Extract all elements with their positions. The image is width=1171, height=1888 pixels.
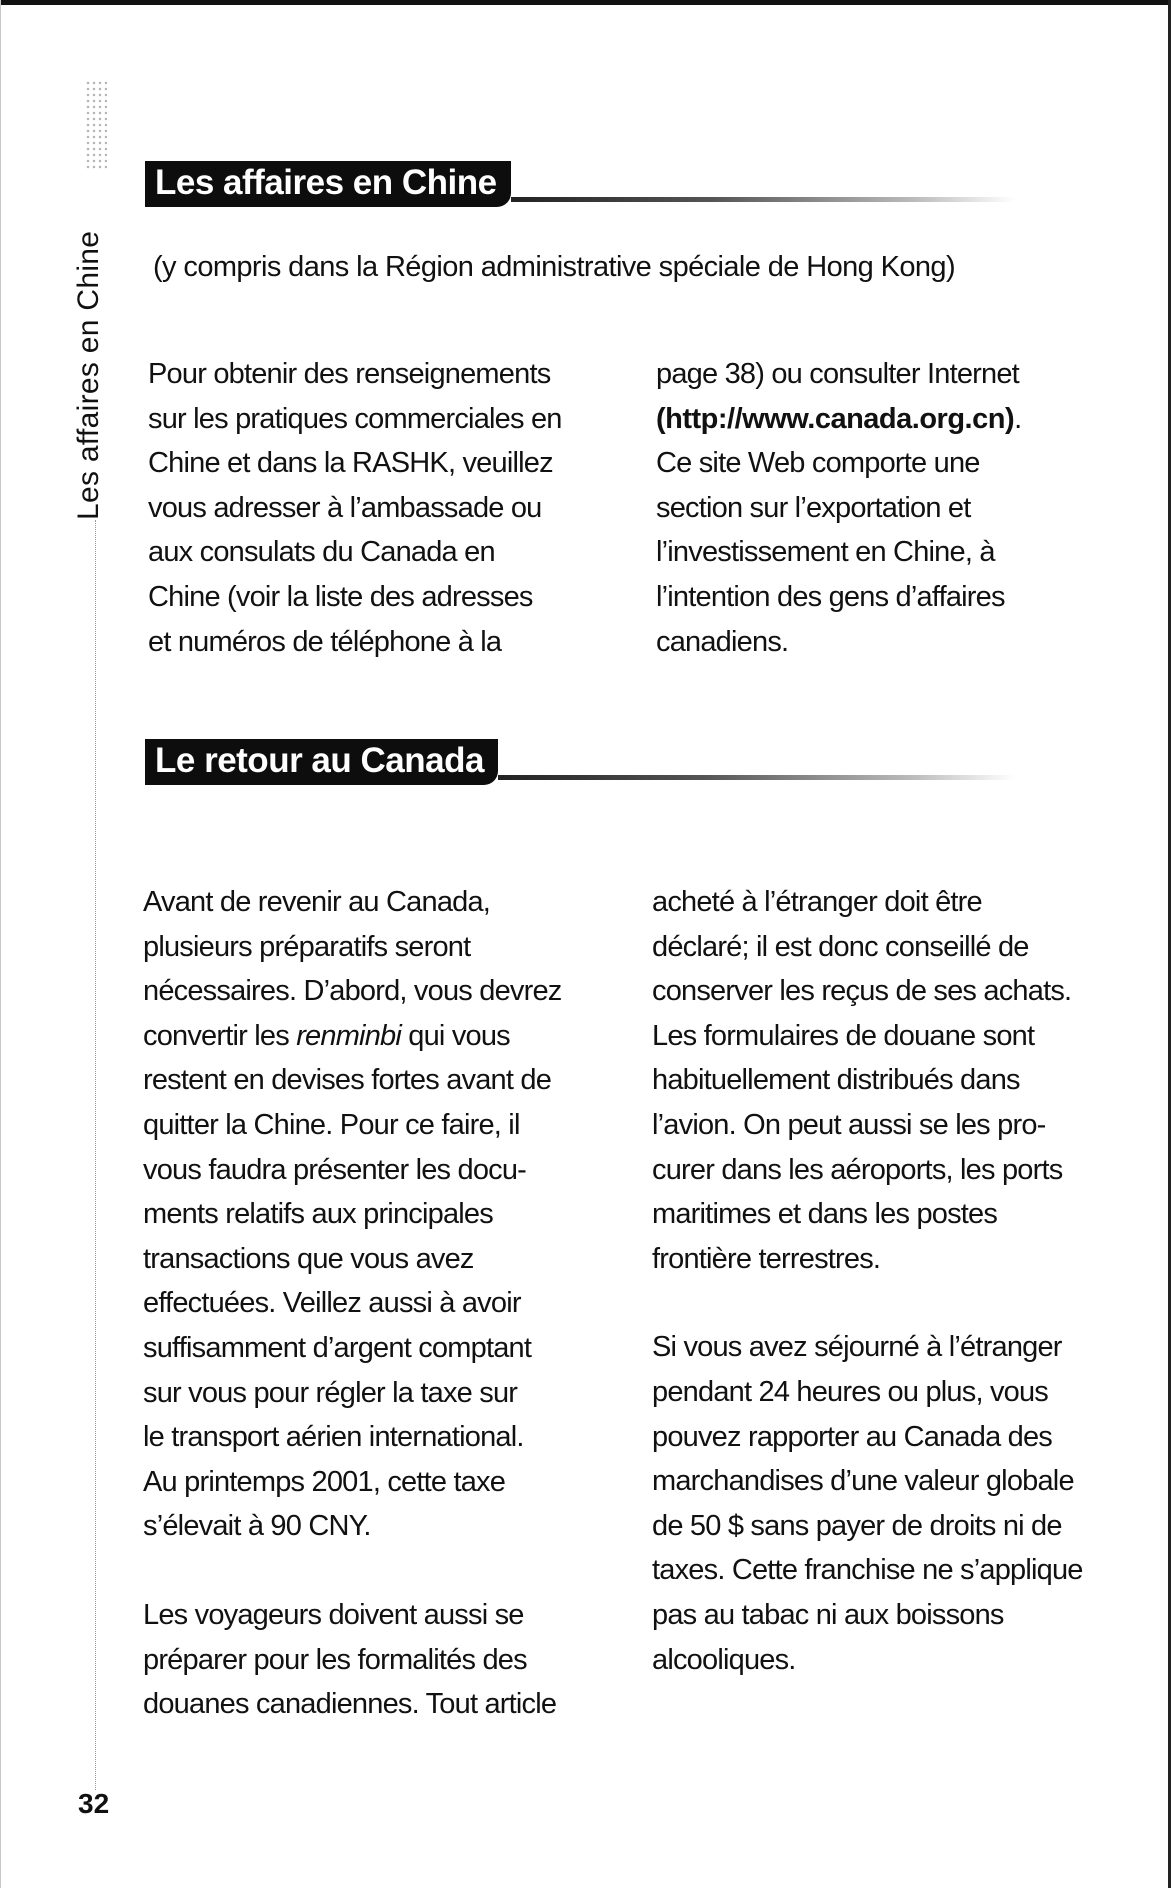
text-run: Avant de revenir au Canada, plusieurs préparatifs seront nécessaires. D’abord, vous devrez convertir les: [143, 886, 562, 1052]
section-banner-affaires: [145, 160, 1015, 208]
paragraph: acheté à l’étranger doit être déclaré; il est donc conseillé de conserver les reçus de ses achats. Les formulaires de douane sont habituellement distribués dans l’avion. On peut aussi se les pro- curer dans les aéroports, les ports maritimes et dans les postes frontière terrestres.: [652, 886, 1072, 1275]
section-banner-retour: [145, 738, 1015, 786]
paragraph: [143, 880, 613, 1549]
left-edge-rule: [0, 0, 1, 1888]
website-url: (http://www.canada.org.cn): [656, 402, 1015, 435]
text-column-right: [656, 352, 1126, 664]
running-head-dots: [85, 80, 107, 170]
section-heading: Les affaires en Chine: [145, 161, 511, 207]
paragraph: Les voyageurs doivent aussi se préparer pour les formalités des douanes canadiennes. Tout article: [143, 1598, 557, 1721]
text-run: page 38) ou consulter Internet: [656, 358, 1019, 390]
heading-rule: [498, 775, 1015, 780]
gutter-dotted-line: [95, 520, 96, 1790]
page-number: 32: [78, 1788, 110, 1819]
text-run: qui vous restent en devises fortes avant de quitter la Chine. Pour ce faire, il vous faudra présenter les docu- ments relatifs aux principales transactions que vous avez effectuées. Veillez aussi à avoir suffisamment d’argent comptant sur vous pour régler la taxe sur le transport aérien international. Au printemps 2001, cette taxe s’élevait à 90 CNY.: [143, 1019, 552, 1543]
text-run: . Ce site Web comporte une section sur l’exportation et l’investissement en Chine, à l’intention des gens d’affaires canadiens.: [656, 402, 1022, 658]
heading-rule: [511, 197, 1015, 202]
section-heading: Le retour au Canada: [145, 739, 498, 785]
paragraph: [656, 352, 1126, 664]
section-subtitle: (y compris dans la Région administrative spéciale de Hong Kong): [153, 251, 956, 283]
paragraph: Si vous avez séjourné à l’étranger pendant 24 heures ou plus, vous pouvez rapporter au Canada des marchandises d’une valeur globale de 50 $ sans payer de droits ni de taxes. Cette franchise ne s’applique pas au tabac ni aux boissons alcooliques.: [652, 1331, 1083, 1676]
top-edge-rule: [0, 0, 1171, 5]
running-head: Les affaires en Chine: [72, 230, 105, 520]
text-column-left: [148, 352, 618, 664]
italic-term: renminbi: [296, 1019, 402, 1052]
text-column-right: [652, 880, 1132, 1682]
text-column-left: [143, 880, 613, 1727]
paragraph: Pour obtenir des renseignements sur les pratiques commerciales en Chine et dans la RASHK, veuillez vous adresser à l’ambassade ou aux consulats du Canada en Chine (voir la liste des adresses et numéros de téléphone à la: [148, 358, 562, 658]
